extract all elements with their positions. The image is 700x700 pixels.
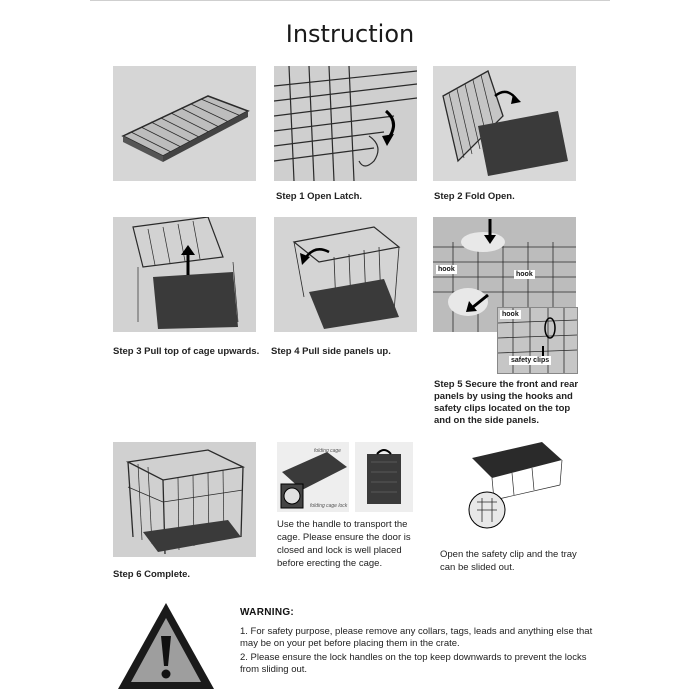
warning-item-1: 1. For safety purpose, please remove any collars, tags, leads and anything else that may be on your pet before placing them in the crate. — [240, 626, 593, 649]
step-3-caption: Step 3 Pull top of cage upwards. — [113, 346, 260, 357]
tray-slide-note: Open the safety clip and the tray can be slided out. — [440, 549, 577, 573]
photo-cage-handle — [355, 442, 413, 512]
photo-tray-slide — [462, 440, 565, 530]
step-1-caption: Step 1 Open Latch. — [276, 191, 363, 202]
photo-pull-top — [113, 217, 256, 332]
step-6-caption: Step 6 Complete. — [113, 569, 191, 580]
warning-icon — [115, 600, 217, 692]
step-5-caption: Step 5 Secure the front and rear panels by using the hooks and safety clips located on the top and on the side panels. — [434, 379, 579, 426]
latch-illustration — [274, 66, 417, 181]
step-4-caption: Step 4 Pull side panels up. — [271, 346, 391, 357]
hook-label-right: hook — [516, 271, 533, 278]
cage-handle-illustration — [355, 442, 413, 512]
photo-open-latch — [274, 66, 417, 181]
safety-clips-label: safety clips — [511, 357, 550, 364]
folded-cage-illustration — [113, 66, 256, 181]
complete-cage-illustration — [113, 442, 256, 557]
handle-transport-note: Use the handle to transport the cage. Please ensure the door is closed and lock is well placed before erecting the cage. — [277, 519, 411, 569]
photo-complete-cage — [113, 442, 256, 557]
photo-side-panels — [274, 217, 417, 332]
top-rule — [90, 0, 610, 1]
fold-open-illustration — [433, 66, 576, 181]
folding-cage-label: folding cage — [314, 448, 341, 454]
tray-slide-illustration — [462, 440, 565, 530]
warning-item-2: 2. Please ensure the lock handles on the top keep downwards to prevent the locks from sliding out. — [240, 652, 587, 675]
hook-label-left: hook — [438, 266, 455, 273]
hook-label-inset: hook — [502, 311, 519, 318]
photo-folded-cage — [113, 66, 256, 181]
folding-cage-lock-label: folding cage lock — [310, 503, 348, 509]
side-panels-illustration — [274, 217, 417, 332]
pull-top-illustration — [113, 217, 256, 332]
warning-title: WARNING: — [240, 607, 295, 618]
photo-fold-open — [433, 66, 576, 181]
step-2-caption: Step 2 Fold Open. — [434, 191, 515, 202]
page-title: Instruction — [285, 20, 415, 48]
